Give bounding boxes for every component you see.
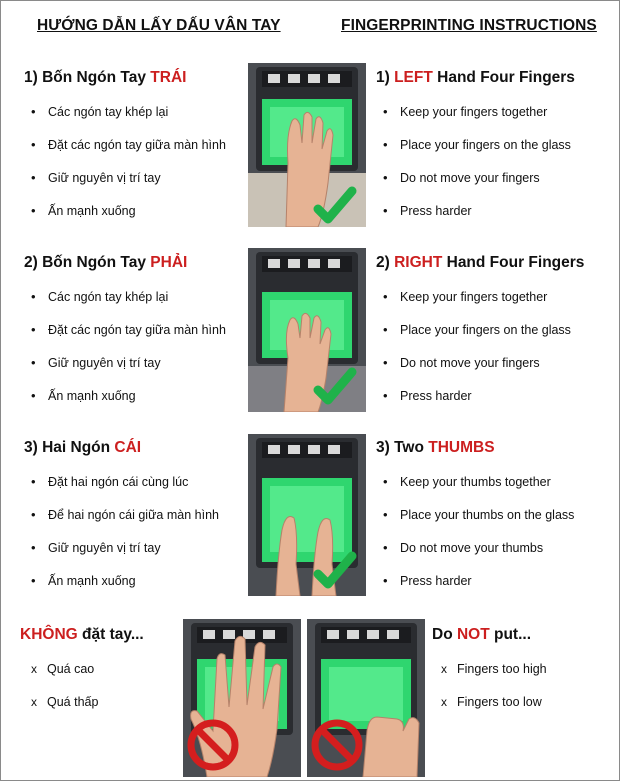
vi-page-title: HƯỚNG DẪN LẤY DẤU VÂN TAY (37, 17, 281, 34)
section-2-vi-title: 2) Bốn Ngón Tay PHẢI (24, 254, 188, 271)
list-item: • Giữ nguyên vị trí tay (26, 169, 226, 202)
list-item: • Đặt các ngón tay giữa màn hình (26, 321, 226, 354)
fingers-too-high-prohibited-icon (183, 619, 301, 777)
list-item: • Do not move your thumbs (378, 539, 574, 572)
list-item: x Quá cao (31, 660, 98, 693)
section-1-en-title: 1) LEFT Hand Four Fingers (376, 69, 575, 86)
list-item: • Ấn mạnh xuống (26, 387, 226, 420)
section-2-en-list (378, 288, 571, 420)
dont-vi-title: KHÔNG đặt tay... (20, 626, 144, 643)
list-item: • Press harder (378, 387, 571, 420)
list-item: x Fingers too low (441, 693, 547, 726)
dont-en-list (441, 660, 547, 726)
list-item: x Quá thấp (31, 693, 98, 726)
list-item: • Do not move your fingers (378, 169, 571, 202)
list-item: • Giữ nguyên vị trí tay (26, 354, 226, 387)
list-item: • Ấn mạnh xuống (26, 572, 219, 605)
section-2-vi-list (26, 288, 226, 420)
section-1-vi-title: 1) Bốn Ngón Tay TRÁI (24, 69, 187, 86)
list-item: • Các ngón tay khép lại (26, 103, 226, 136)
thumbs-scanner-check-icon (248, 434, 366, 596)
section-1-en-list (378, 103, 571, 235)
list-item: x Fingers too high (441, 660, 547, 693)
section-3-vi-list (26, 473, 219, 605)
list-item: • Keep your thumbs together (378, 473, 574, 506)
section-3-en-title: 3) Two THUMBS (376, 439, 495, 456)
list-item: • Keep your fingers together (378, 288, 571, 321)
list-item: • Đặt các ngón tay giữa màn hình (26, 136, 226, 169)
section-3-vi-title: 3) Hai Ngón CÁI (24, 439, 142, 456)
section-2-en-title: 2) RIGHT Hand Four Fingers (376, 254, 585, 271)
left-hand-scanner-check-icon (248, 63, 366, 227)
dont-vi-list (31, 660, 98, 726)
right-hand-scanner-check-icon (248, 248, 366, 412)
en-page-title: FINGERPRINTING INSTRUCTIONS (341, 17, 597, 34)
list-item: • Đặt hai ngón cái cùng lúc (26, 473, 219, 506)
section-3-en-list (378, 473, 574, 605)
list-item: • Để hai ngón cái giữa màn hình (26, 506, 219, 539)
list-item: • Place your fingers on the glass (378, 321, 571, 354)
list-item: • Ấn mạnh xuống (26, 202, 226, 235)
list-item: • Do not move your fingers (378, 354, 571, 387)
list-item: • Giữ nguyên vị trí tay (26, 539, 219, 572)
list-item: • Keep your fingers together (378, 103, 571, 136)
list-item: • Place your fingers on the glass (378, 136, 571, 169)
fingers-too-low-prohibited-icon (307, 619, 425, 777)
section-1-vi-list (26, 103, 226, 235)
list-item: • Các ngón tay khép lại (26, 288, 226, 321)
list-item: • Press harder (378, 202, 571, 235)
list-item: • Press harder (378, 572, 574, 605)
dont-en-title: Do NOT put... (432, 626, 532, 643)
list-item: • Place your thumbs on the glass (378, 506, 574, 539)
